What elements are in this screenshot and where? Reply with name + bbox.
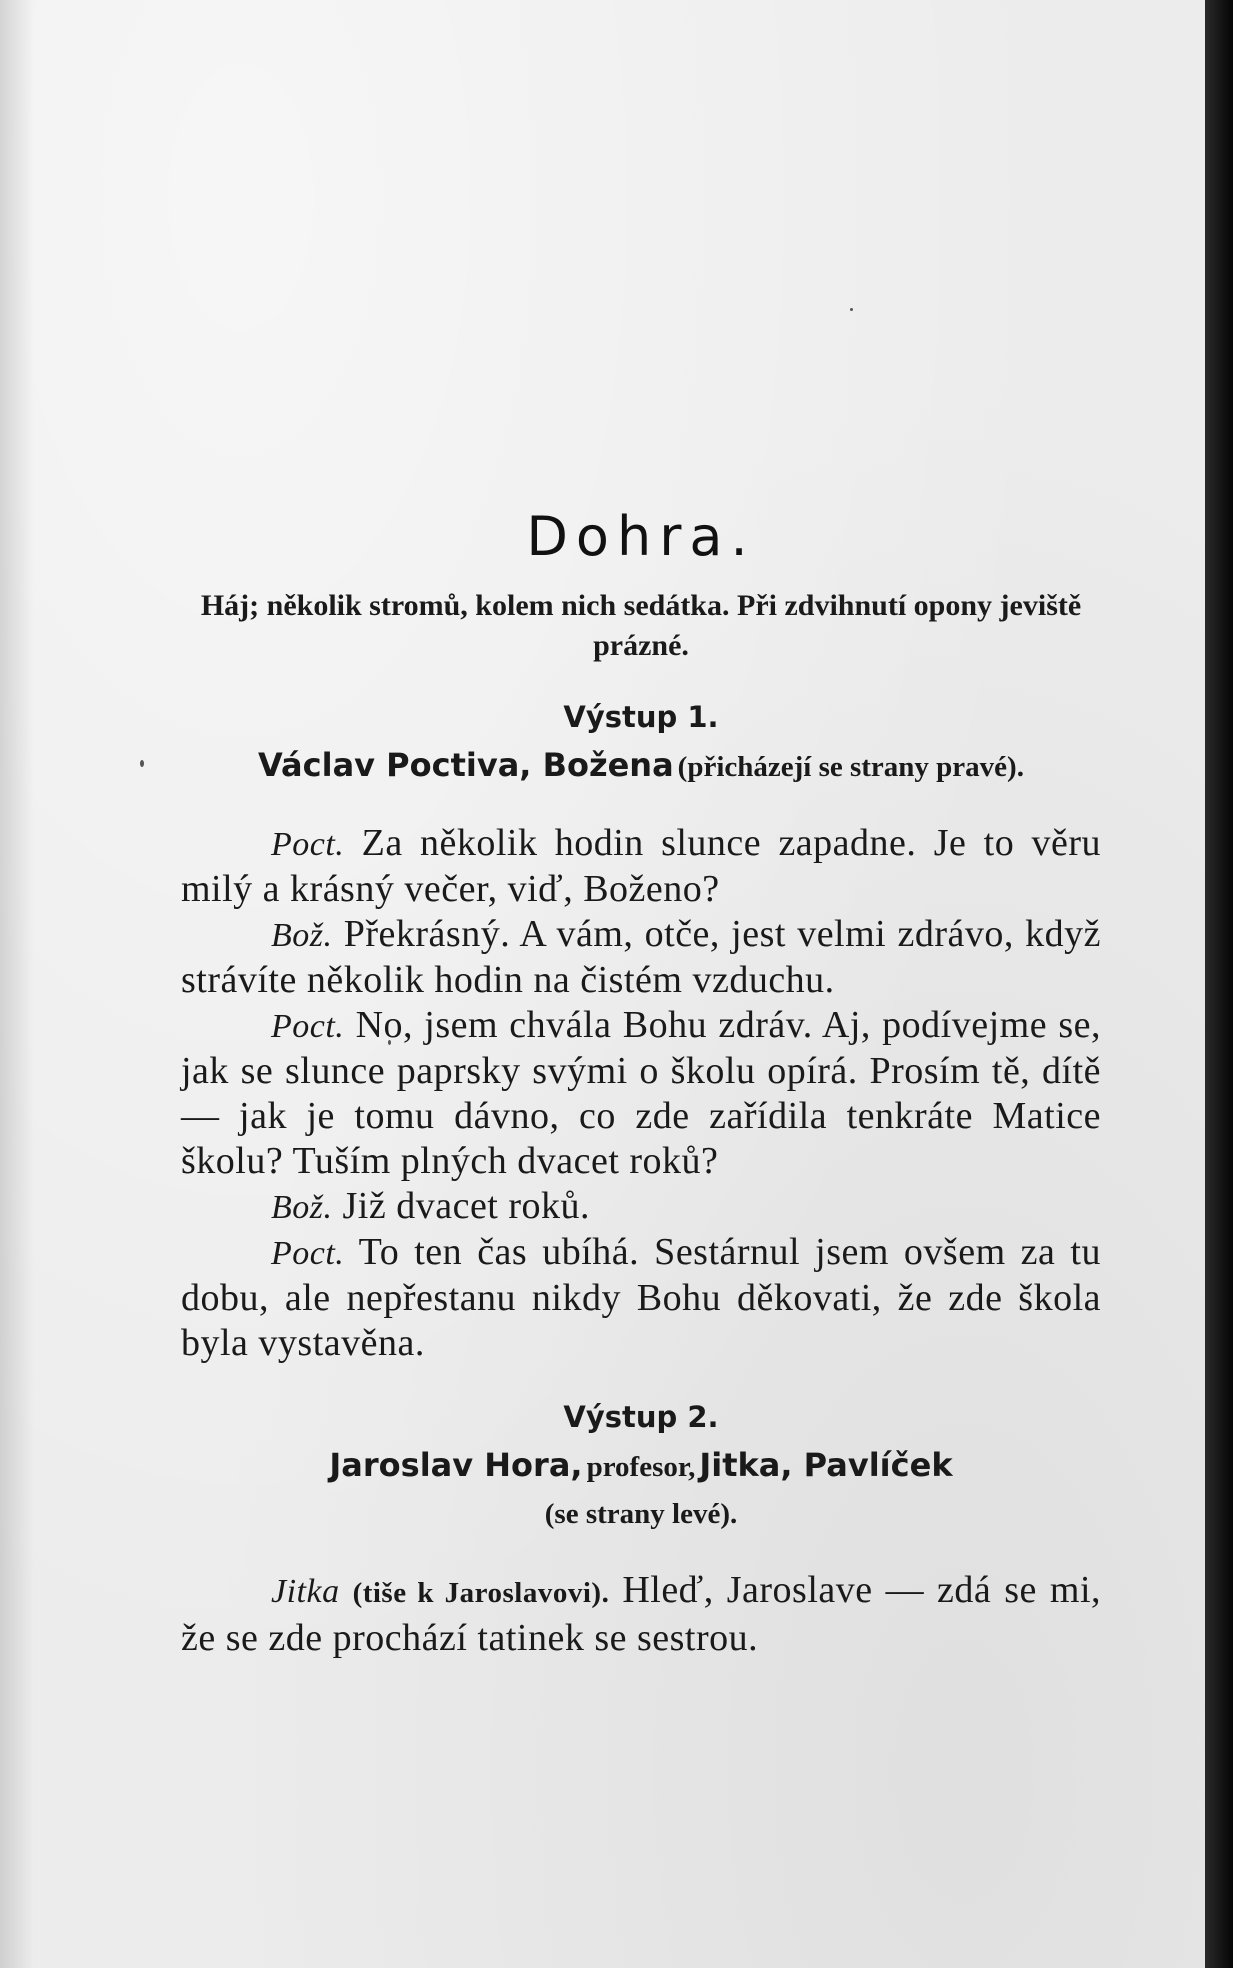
scene-2-cast-direction: (se strany levé). xyxy=(544,1498,738,1530)
speech-text: No, jsem chvála Bohu zdráv. Aj, podívejme se, jak se slunce paprsky svými o školu opírá. Prosím tě, dítě — jak je tomu dávno, co zde zařídila tenkráte Matice školu? Tuším plných dvacet roků? xyxy=(181,1004,1101,1182)
scene-1-cast xyxy=(181,744,1101,793)
speech xyxy=(181,1003,1101,1184)
speaker-name: Poct. xyxy=(271,826,345,863)
speaker-name: Bož. xyxy=(271,917,333,954)
speech-text: Hleď, Jaroslave — zdá se mi, že se zde prochází tatinek se sestrou. xyxy=(181,1569,1102,1659)
scene-1-cast-names: Václav Poctiva, Božena xyxy=(258,746,674,784)
page-binding-shadow xyxy=(0,0,34,1968)
scene-2-cast-role: profesor, xyxy=(586,1451,696,1483)
speaker-name: Poct. xyxy=(271,1235,345,1272)
stage-setting: Háj; několik stromů, kolem nich sedátka. Při zdvihnutí opony jeviště prázné. xyxy=(200,589,1082,662)
play-title: Dohra. xyxy=(526,505,756,568)
speech xyxy=(181,912,1101,1003)
speaker-name: Jitka xyxy=(271,1573,340,1610)
speech xyxy=(181,1184,1101,1230)
paper-speck xyxy=(140,760,144,767)
scene-2-cast-names-b: Jitka, Pavlíček xyxy=(699,1446,953,1484)
stage-direction: (tiše k Jaroslavovi). xyxy=(352,1577,610,1609)
speech-text: Překrásný. A vám, otče, jest velmi zdrávo, když strávíte několik hodin na čistém vzduchu. xyxy=(181,913,1101,1001)
scene-1-heading: Výstup 1. xyxy=(563,700,719,734)
scene-2-heading: Výstup 2. xyxy=(563,1400,719,1434)
scan-edge-dark xyxy=(1205,0,1233,1968)
scene-1-cast-direction: (přicházejí se strany pravé). xyxy=(677,751,1024,783)
scene-2-cast xyxy=(181,1444,1101,1540)
speaker-name: Poct. xyxy=(271,1008,345,1045)
scene-2-cast-names-a: Jaroslav Hora, xyxy=(329,1446,583,1484)
speech xyxy=(181,1568,1101,1661)
speech xyxy=(181,821,1101,912)
speaker-name: Bož. xyxy=(271,1189,333,1226)
speech xyxy=(181,1230,1101,1366)
speech-text: Již dvacet roků. xyxy=(342,1185,591,1227)
paper-speck xyxy=(850,308,853,311)
page-text xyxy=(181,505,1101,1661)
speech-text: To ten čas ubíhá. Sestárnul jsem ovšem za tu dobu, ale nepřestanu nikdy Bohu děkovati, že zde škola byla vystavěna. xyxy=(181,1231,1101,1364)
speech-text: Za několik hodin slunce zapadne. Je to věru milý a krásný večer, viď, Boženo? xyxy=(181,822,1101,910)
